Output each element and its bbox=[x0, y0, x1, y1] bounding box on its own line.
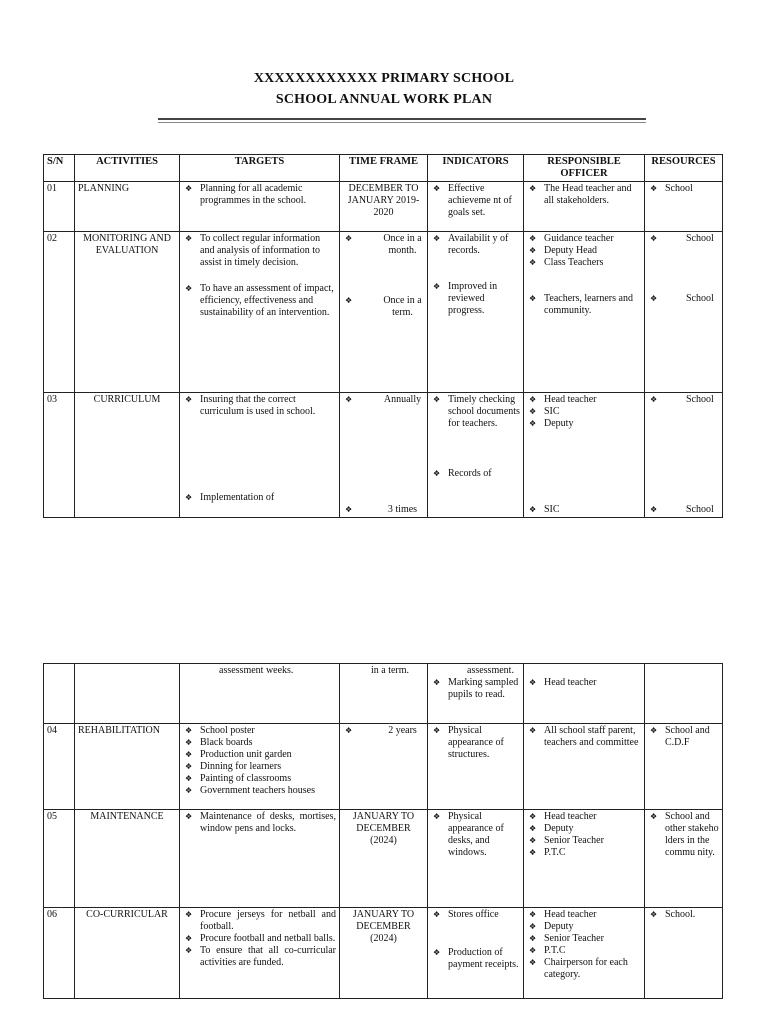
officer-item: ❖ Senior Teacher bbox=[527, 835, 641, 847]
officer-item: ❖ Head teacher bbox=[527, 677, 641, 689]
school-title: XXXXXXXXXXXX PRIMARY SCHOOL bbox=[253, 71, 515, 86]
indicator-item: ❖ Timely checking school documents for teachers. bbox=[431, 394, 520, 430]
cell-time-frame bbox=[340, 393, 428, 518]
resource-item: ❖ School and other stakeho lders in the commu nity. bbox=[648, 811, 719, 859]
table-row-03-continued bbox=[44, 664, 723, 724]
cell-sn: 02 bbox=[44, 232, 75, 393]
cell-resource bbox=[645, 810, 723, 908]
cell-indicator bbox=[428, 232, 524, 393]
title-underline bbox=[158, 118, 646, 120]
cell-target bbox=[180, 908, 340, 999]
indicator-item: ❖ Improved in reviewed progress. bbox=[431, 281, 520, 317]
table-header-row bbox=[44, 155, 723, 182]
cell-target bbox=[180, 664, 340, 724]
cell-indicator bbox=[428, 724, 524, 810]
col-header-responsible-officer: RESPONSIBLE OFFICER bbox=[524, 155, 645, 182]
officer-item: ❖ Guidance teacher bbox=[527, 233, 641, 245]
table-row-04 bbox=[44, 724, 723, 810]
resource-item: ❖ School bbox=[648, 293, 719, 305]
target-item: ❖ Procure football and netball balls. bbox=[183, 933, 336, 945]
officer-item: ❖ All school staff parent, teachers and committee bbox=[527, 725, 641, 749]
plan-title: SCHOOL ANNUAL WORK PLAN bbox=[275, 92, 493, 107]
indicator-item: ❖ Physical appearance of structures. bbox=[431, 725, 520, 761]
cell-officer bbox=[524, 393, 645, 518]
resource-item: ❖ School bbox=[648, 233, 719, 245]
target-item: ❖ To collect regular information and analysis of information to assist in timely decision. bbox=[183, 233, 336, 269]
cell-time-frame: JANUARY TO DECEMBER (2024) bbox=[340, 908, 428, 999]
cell-sn bbox=[44, 664, 75, 724]
cell-sn: 03 bbox=[44, 393, 75, 518]
officer-item: ❖ Chairperson for each category. bbox=[527, 957, 641, 981]
officer-item: ❖ Head teacher bbox=[527, 811, 641, 823]
target-item: ❖ School poster bbox=[183, 725, 336, 737]
cell-indicator bbox=[428, 908, 524, 999]
indicator-item: ❖ Marking sampled pupils to read. bbox=[431, 677, 520, 701]
cell-target bbox=[180, 724, 340, 810]
cell-activity: REHABILITATION bbox=[75, 724, 180, 810]
cell-sn: 06 bbox=[44, 908, 75, 999]
indicator-item: ❖ Records of bbox=[431, 468, 520, 480]
cell-resource bbox=[645, 664, 723, 724]
title-underline-thin bbox=[158, 122, 646, 123]
indicator-item: ❖ Availabilit y of records. bbox=[431, 233, 520, 257]
target-item: ❖ To have an assessment of impact, efficiency, effectiveness and sustainability of an intervention. bbox=[183, 283, 336, 319]
officer-item: ❖ Head teacher bbox=[527, 909, 641, 921]
cell-target bbox=[180, 393, 340, 518]
cell-indicator bbox=[428, 393, 524, 518]
indicator-continued: assessment. bbox=[467, 665, 514, 676]
cell-activity: PLANNING bbox=[75, 182, 180, 232]
cell-officer bbox=[524, 182, 645, 232]
cell-activity bbox=[75, 664, 180, 724]
officer-item: ❖ Senior Teacher bbox=[527, 933, 641, 945]
cell-sn: 05 bbox=[44, 810, 75, 908]
table-row-02 bbox=[44, 232, 723, 393]
officer-item: ❖ SIC bbox=[527, 504, 641, 516]
cell-resource bbox=[645, 393, 723, 518]
cell-time-frame bbox=[340, 664, 428, 724]
cell-time-frame bbox=[340, 232, 428, 393]
officer-item: ❖ Head teacher bbox=[527, 394, 641, 406]
target-item: ❖ Dinning for learners bbox=[183, 761, 336, 773]
cell-activity: CO-CURRICULAR bbox=[75, 908, 180, 999]
cell-officer bbox=[524, 724, 645, 810]
table-row-03 bbox=[44, 393, 723, 518]
cell-target bbox=[180, 182, 340, 232]
target-item: ❖ Government teachers houses bbox=[183, 785, 336, 797]
cell-time-frame bbox=[340, 724, 428, 810]
officer-item: ❖ Deputy bbox=[527, 823, 641, 835]
time-item: ❖ 2 years bbox=[343, 725, 424, 737]
cell-target bbox=[180, 810, 340, 908]
cell-resource bbox=[645, 724, 723, 810]
target-continued: assessment weeks. bbox=[219, 665, 294, 676]
col-header-time-frame: TIME FRAME bbox=[340, 155, 428, 182]
target-item: ❖ Production unit garden bbox=[183, 749, 336, 761]
officer-item: ❖ Deputy Head bbox=[527, 245, 641, 257]
officer-item: ❖ Teachers, learners and community. bbox=[527, 293, 641, 317]
target-item: ❖ Maintenance of desks, mortises, window pens and locks. bbox=[183, 811, 336, 835]
cell-time-frame: JANUARY TO DECEMBER (2024) bbox=[340, 810, 428, 908]
resource-item: ❖ School bbox=[648, 394, 719, 406]
indicator-item: ❖ Stores office bbox=[431, 909, 520, 921]
officer-item: ❖ Deputy bbox=[527, 418, 641, 430]
indicator-item: ❖ Production of payment receipts. bbox=[431, 947, 520, 971]
cell-sn: 04 bbox=[44, 724, 75, 810]
cell-resource bbox=[645, 908, 723, 999]
cell-officer bbox=[524, 664, 645, 724]
cell-target bbox=[180, 232, 340, 393]
time-item: ❖ 3 times bbox=[343, 504, 424, 516]
cell-resource bbox=[645, 182, 723, 232]
cell-time-frame: DECEMBER TO JANUARY 2019-2020 bbox=[340, 182, 428, 232]
cell-officer bbox=[524, 908, 645, 999]
officer-item: ❖ Deputy bbox=[527, 921, 641, 933]
cell-officer bbox=[524, 810, 645, 908]
col-header-resources: RESOURCES bbox=[645, 155, 723, 182]
cell-resource bbox=[645, 232, 723, 393]
work-plan-table-page-2 bbox=[43, 663, 723, 999]
time-item: ❖ Annually bbox=[343, 394, 424, 406]
officer-item: ❖ Class Teachers bbox=[527, 257, 641, 269]
table-row-05 bbox=[44, 810, 723, 908]
target-item: ❖ Black boards bbox=[183, 737, 336, 749]
time-item: ❖ Once in a month. bbox=[343, 233, 424, 257]
work-plan-table-page-1 bbox=[43, 154, 723, 518]
cell-indicator bbox=[428, 182, 524, 232]
col-header-indicators: INDICATORS bbox=[428, 155, 524, 182]
target-item: ❖ To ensure that all co-curricular activities are funded. bbox=[183, 945, 336, 969]
table-row-06 bbox=[44, 908, 723, 999]
time-item: ❖ Once in a term. bbox=[343, 295, 424, 319]
officer-item: ❖ The Head teacher and all stakeholders. bbox=[527, 183, 641, 207]
officer-item: ❖ SIC bbox=[527, 406, 641, 418]
indicator-item: ❖ Effective achieveme nt of goals set. bbox=[431, 183, 520, 219]
officer-item: ❖ P.T.C bbox=[527, 847, 641, 859]
table-row-01 bbox=[44, 182, 723, 232]
cell-indicator bbox=[428, 664, 524, 724]
target-item: ❖ Planning for all academic programmes in the school. bbox=[183, 183, 336, 207]
resource-item: ❖ School bbox=[648, 183, 719, 195]
resource-item: ❖ School. bbox=[648, 909, 719, 921]
cell-sn: 01 bbox=[44, 182, 75, 232]
cell-activity: CURRICULUM bbox=[75, 393, 180, 518]
time-continued: in a term. bbox=[371, 665, 410, 676]
col-header-targets: TARGETS bbox=[180, 155, 340, 182]
cell-activity: MONITORING AND EVALUATION bbox=[75, 232, 180, 393]
target-item: ❖ Procure jerseys for netball and football. bbox=[183, 909, 336, 933]
col-header-sn: S/N bbox=[44, 155, 75, 182]
col-header-activities: ACTIVITIES bbox=[75, 155, 180, 182]
target-item: ❖ Insuring that the correct curriculum is used in school. bbox=[183, 394, 336, 418]
cell-activity: MAINTENANCE bbox=[75, 810, 180, 908]
cell-indicator bbox=[428, 810, 524, 908]
target-item: ❖ Painting of classrooms bbox=[183, 773, 336, 785]
officer-item: ❖ P.T.C bbox=[527, 945, 641, 957]
target-item: ❖ Implementation of bbox=[183, 492, 336, 504]
resource-item: ❖ School and C.D.F bbox=[648, 725, 719, 749]
resource-item: ❖ School bbox=[648, 504, 719, 516]
cell-officer bbox=[524, 232, 645, 393]
indicator-item: ❖ Physical appearance of desks, and windows. bbox=[431, 811, 520, 859]
